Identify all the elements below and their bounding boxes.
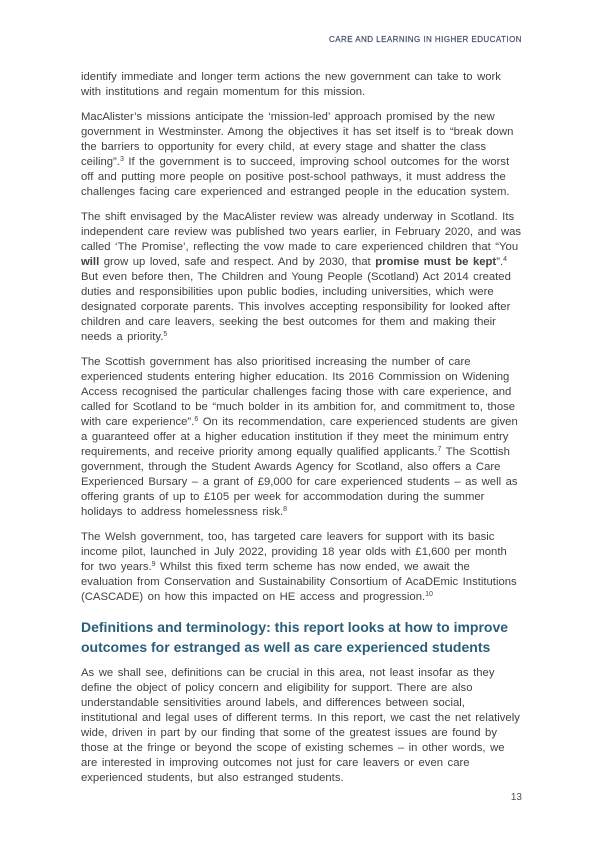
footnote-ref: 5	[163, 331, 168, 338]
text-run: Whilst this fixed term scheme has now ended, we await the evaluation from Conservation and Sustainability Consortium of AcaDEmic Institutions (CASCADE) on how this impacted on HE access and progression.	[81, 561, 517, 603]
body-paragraph	[81, 666, 523, 786]
text-run: If the government is to succeed, improving school outcomes for the worst off and putting more people on positive post-school pathways, it must address the challenges facing care experienced and estranged people in the education system.	[81, 156, 510, 198]
text-run: MacAlister’s missions anticipate the ‘mission-led’ approach promised by the new government in Westminster. Among the objectives it has set itself is to “break down the barriers to opportunity for every child, at every stage and shatter the class ceiling”.	[81, 111, 514, 168]
text-run: Definitions and terminology: this report looks at how to improve outcomes for estranged as well as care experienced students	[81, 619, 509, 655]
text-run: The Welsh government, too, has targeted care leavers for support with its basic income pilot, launched in July 2022, providing 18 year olds with £1,600 per month for two years.	[81, 531, 507, 573]
footnote-ref: 4	[503, 256, 508, 263]
body-paragraph	[81, 530, 523, 605]
body-paragraph	[81, 70, 523, 100]
text-run: On its recommendation, care experienced students are given a guaranteed offer at a higher education institution if they meet the minimum entry requirements, and receive priority among equally qualified applicants.	[81, 416, 518, 458]
section-heading	[81, 617, 523, 657]
footnote-ref: 7	[437, 446, 442, 453]
text-run: grow up loved, safe and respect. And by 2030, that	[99, 256, 376, 268]
text-run: ”.	[496, 256, 504, 268]
text-run: But even before then, The Children and Young People (Scotland) Act 2014 created duties and responsibilities upon public bodies, including universities, which were designated corporate parents. This involves accepting responsibility for looked after children and care leavers, seeking the best outcomes for them and making their needs a priority.	[81, 271, 511, 343]
text-run: The Scottish government has also prioritised increasing the number of care experienced students entering higher education. Its 2016 Commission on Widening Access recognised the particular challenges facing those with care experience, and called for Scotland to be “much bolder in its ambition for, and commitment to, those with care experience”.	[81, 356, 516, 428]
footnote-ref: 6	[194, 416, 199, 423]
footnote-ref: 9	[151, 561, 156, 568]
body-paragraph	[81, 210, 523, 345]
footnote-ref: 10	[425, 591, 433, 598]
page-content	[81, 70, 523, 796]
text-run: The Scottish government, through the Student Awards Agency for Scotland, also offers a Care Experienced Bursary – a grant of £9,000 for care experienced students – as well as offering grants of up to £105 per week for accommodation during the summer holidays to address homelessness risk.	[81, 446, 518, 518]
text-run: will	[81, 256, 100, 268]
text-run: As we shall see, definitions can be crucial in this area, not least insofar as they define the object of policy concern and eligibility for support. There are also understandable sensitivities around labels, and differences between social, institutional and legal uses of different terms. In this report, we cast the net relatively wide, driven in part by our finding that some of the greatest issues are found by those at the fringe or beyond the scope of existing schemes – in other words, we are interested in improving outcomes not just for care leavers or even care experienced students, but also estranged students.	[81, 667, 520, 784]
body-paragraph	[81, 110, 523, 200]
footnote-ref: 3	[119, 156, 124, 163]
text-run: identify immediate and longer term actions the new government can take to work with institutions and regain momentum for this mission.	[81, 71, 501, 98]
text-run: promise must be kept	[375, 256, 497, 268]
text-run: The shift envisaged by the MacAlister review was already underway in Scotland. Its independent care review was published two years earlier, in February 2020, and was called ‘The Promise’, reflecting the vow made to care experienced children that “You	[81, 211, 522, 253]
page-number: 13	[510, 792, 522, 803]
footnote-ref: 8	[283, 506, 288, 513]
running-header: CARE AND LEARNING IN HIGHER EDUCATION	[329, 35, 522, 44]
body-paragraph	[81, 355, 523, 520]
